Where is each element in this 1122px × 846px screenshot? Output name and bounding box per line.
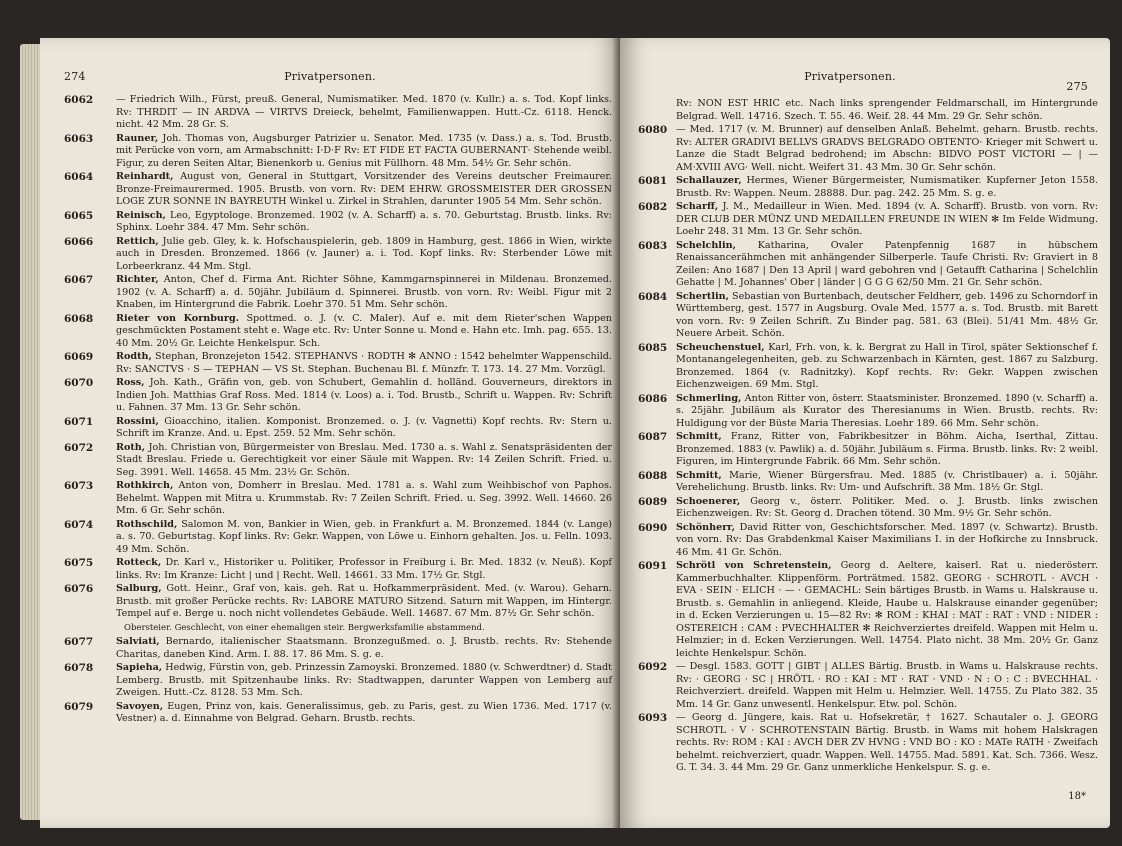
entry-text: — Med. 1717 (v. M. Brunner) auf denselben Anlaß. Behelmt. geharn. Brustb. rechts. Rv: ALTER GRADIVI BELLVS GRADVS BELGRADO OBTENTO· Krieger mit Schwert u. Lanze die Stadt Belgrad bedrohend; im Abschn: BIDVO POST VICTORI — | — AM·XVIII AVG· Well. nicht. Weifert 31. 43 Mm. 30 Gr. Sehr schön. [676,124,1098,173]
catalog-entry [64,557,612,582]
catalog-entry [64,133,612,171]
catalog-entry [64,636,612,661]
entry-name: Scharff, [676,201,719,212]
entry-text: Sebastian von Burtenbach, deutscher Feldherr, geb. 1496 zu Schorndorf in Württemberg, gest. 1577 in Augsburg. Ovale Med. 1577 a. s. Tod. Brustb. mit Barett von vorn. Rv: 9 Zeilen Schrift. Zu Binder pag. 581. 63 (Blei). 51/41 Mm. 48½ Gr. Neuere Arbeit. Schön. [676,290,1098,339]
page-number-left: 274 [64,70,86,83]
catalog-entry [64,94,612,132]
entry-number: 6089 [638,495,668,508]
entry-name: Savoyen, [116,700,164,712]
entry-text: August von, General in Stuttgart, Vorsitzender des Vereins deutscher Freimaurer. Bronze-Freimaurermed. 1905. Brustb. von vorn. Rv: DEM EHRW. GROSSMEISTER DER GROSSEN LOGE ZUR SONNE IN BAYREUTH Winkel u. Zirkel in Strahlen, darunter 1905 54 Mm. Sehr schön. [116,171,612,207]
entry-text: Leo, Egyptologe. Bronzemed. 1902 (v. A. Scharff) a. s. 70. Geburtstag. Brustb. links. Rv: Sphinx. Loehr 384. 47 Mm. Sehr schön. [116,209,612,233]
open-book [20,38,1110,828]
entry-number: 6078 [64,662,94,674]
entry-text: Gioacchino, italien. Komponist. Bronzemed. o. J. (v. Vagnetti) Kopf rechts. Rv: Stern u. Schrift im Kranze. And. u. Epst. 259. 52 Mm. Sehr schön. [116,415,612,439]
entry-number: 6081 [638,175,668,187]
entry-text: Joh. Thomas von, Augsburger Patrizier u. Senator. Med. 1735 (v. Dass.) a. s. Tod. Brustb. mit Perücke von vorn, am Armabschnitt: I·D·F Rv: ET FIDE ET FACTA GUBERNANT· Stehende weibl. Figur, zu deren Seiten Altar, Bienenkorb u. Genius mit Füllhorn. 48 Mm. 54½ Gr. Sehr schön. [116,132,612,169]
entry-text: Spottmed. o. J. (v. C. Maler). Auf e. mit dem Rieter'schen Wappen geschmückten Postament steht e. Wage etc. Rv: Unter Sonne u. Mond e. Hahn etc. Imh. pag. 655. 13. 40 Mm. 20½ Gr. Leichte Henkelspur. Sch. [116,312,612,349]
entry-number: 6068 [64,312,94,325]
entry-number: 6067 [64,274,94,286]
catalog-entry [638,175,1098,200]
catalog-entry [638,201,1098,239]
entry-number: 6084 [638,290,668,303]
catalog-entry [638,431,1098,469]
entry-text: Hermes, Wiener Bürgermeister, Numismatiker. Kupferner Jeton 1558. Brustb. Rv: Wappen. Neum. 28888. Dur. pag. 242. 25 Mm. S. g. e. [676,175,1098,199]
entry-number: 6076 [64,583,94,595]
catalog-entry [638,470,1098,495]
entry-name: Rossini, [116,415,159,427]
entry-text: Anton, Chef d. Firma Ant. Richter Söhne, Kammgarnspinnerei in Mildenau. Bronzemed. 1902 (v. A. Scharff) a. d. 50jähr. Jubiläum d. Spinnerei. Brustb. von vorn. Rv: Weibl. Figur mit 2 Knaben, im Hintergrund die Fabrik. Loehr 370. 51 Mm. Sehr schön. [116,274,612,310]
entry-number: 6085 [638,341,668,354]
footnote: Obersteier. Geschlecht, von einer ehemaligen steir. Bergwerksfamilie abstammend. [124,622,485,633]
right-page [620,38,1110,828]
entry-name: Schelchlin, [676,239,736,251]
catalog-entry [638,560,1098,660]
entry-text: Julie geb. Gley, k. k. Hofschauspielerin, geb. 1809 in Hamburg, gest. 1866 in Wien, wirkte auch in Dresden. Bronzemed. 1866 (v. Jauner) a. i. Tod. Kopf links. Rv: Sterbender Löwe mit Lorbeerkranz. 44 Mm. Stgl. [116,235,612,272]
entry-text: Hedwig, Fürstin von, geb. Prinzessin Zamoyski. Bronzemed. 1880 (v. Schwerdtner) d. Stadt Lemberg. Brustb. mit Spitzenhaube links. Rv: Stadtwappen, darunter Wappen von Lemberg auf Zweigen. Hutt.-Cz. 8128. 53 Mm. Sch. [116,662,613,698]
entry-name: Richter, [116,274,159,285]
entry-name: Rothschild, [116,518,178,530]
entry-text: Georg v., österr. Politiker. Med. o. J. Brustb. links zwischen Eichenzweigen. Rv: St. Georg d. Drachen tötend. 30 Mm. 9½ Gr. Sehr schön. [676,495,1098,519]
catalog-entry [64,583,612,621]
entry-name: Sapieha, [116,662,163,673]
entry-name: Schönherr, [676,521,735,533]
entry-number: 6079 [64,700,94,713]
entry-name: Rettich, [116,235,159,247]
entry-number: 6062 [64,94,94,106]
entry-text: Franz, Ritter von, Fabrikbesitzer in Böhm. Aicha, Iserthal, Zittau. Bronzemed. 1883 (v. Pawlik) a. d. 50jähr. Jubiläum s. Firma. Brustb. links. Rv: 2 weibl. Figuren, im Hintergrunde Fabrik. 66 Mm. Sehr schön. [676,431,1098,467]
entry-name: Reinisch, [116,209,166,221]
catalog-entry [638,496,1098,521]
continued-entry-text: Rv: NON EST HRIC etc. Nach links sprengender Feldmarschall, im Hintergrunde Belgrad. Well. 14716. Szech. T. 55. 46. Weif. 28. 44 Mm. 29 Gr. Sehr schön. [676,98,1098,122]
entry-number: 6093 [638,712,668,724]
catalog-entry [64,171,612,209]
entry-number: 6074 [64,518,94,531]
entry-text: Joh. Christian von, Bürgermeister von Breslau. Med. 1730 a. s. Wahl z. Senatspräsidenten der Stadt Breslau. Friede u. Gerechtigkeit vor einer Säule mit Wappen. Rv: 14 Zeilen Schrift. Fried. u. Seg. 3991. Well. 14658. 45 Mm. 23½ Gr. Schön. [116,441,612,478]
catalog-entry [64,416,612,441]
entry-name: Schoenerer, [676,495,741,507]
entry-number: 6091 [638,560,668,572]
entry-name: Rotteck, [116,557,162,568]
entry-text: Karl, Frh. von, k. k. Bergrat zu Hall in Tirol, später Sektionschef f. Montanangelegenheiten, geb. zu Schwarzenbach in Kärnten, gest. 1867 zu Salzburg. Bronzemed. 1864 (v. Radnitzky). Kopf rechts. Rv: Gekr. Wappen zwischen Eichenzweigen. 69 Mm. Stgl. [676,341,1098,390]
entry-number: 6070 [64,377,94,389]
entry-number: 6086 [638,392,668,405]
entry-text: Katharina, Ovaler Patenpfennig 1687 in hübschem Renaissancerähmchen mit anhängender Silberperle. Taufe Christi. Rv: Graviert in 8 Zeilen: Ano 1687 | Den 13 April | ward gebohren vnd | Getaufft Catharina | Schelchlin Gehatte | M. Johannes' Ober | länder | G G G 62/50 Mm. 21 Gr. Sehr schön. [676,239,1098,288]
entry-name: Scheuchenstuel, [676,341,765,353]
entry-name: Schallauzer, [676,175,742,186]
entry-text: Stephan, Bronzejeton 1542. STEPHANVS · RODTH ✻ ANNO : 1542 behelmter Wappenschild. Rv: SANCTVS · S — TEPHAN — VS St. Stephan. Buchenau Bl. f. Münzfr. T. 173. 14. 27 Mm. Vorzügl. [116,351,612,375]
entry-text: Anton von, Domherr in Breslau. Med. 1781 a. s. Wahl zum Weihbischof von Paphos. Behelmt. Wappen mit Mitra u. Krummstab. Rv: 7 Zeilen Schrift. Fried. u. Seg. 3992. Well. 14660. 26 Mm. 6 Gr. Sehr schön. [116,480,612,516]
entry-number: 6072 [64,441,94,454]
catalog-entry [638,393,1098,431]
left-page [40,38,620,828]
entry-text: — Georg d. Jüngere, kais. Rat u. Hofsekretär, † 1627. Schautaler o. J. GEORG SCHROTL · V · SCHROTENSTAIN Bärtig. Brustb. in Wams mit hohem Halskragen rechts. Rv: ROM : KAI : AVCH DER ZV HVNG : VND BO : KO : MATe RATH · Zweifach behelmt. reichverziert, quadr. Wappen. Well. 14755. Mad. 5891. Kat. Sch. 7366. Wesz. G. T. 34. 3. 44 Mm. 29 Gr. Ganz unmerkliche Henkelspur. S. g. e. [676,712,1098,773]
catalog-entry [64,351,612,376]
entry-text: Eugen, Prinz von, kais. Generalissimus, geb. zu Paris, gest. zu Wien 1736. Med. 1717 (v. Vestner) a. d. Einnahme von Belgrad. Geharn. Brustb. rechts. [116,700,612,724]
entry-name: Rothkirch, [116,480,174,491]
catalog-entry [64,210,612,235]
entry-name: Salburg, [116,583,162,594]
entry-number: 6066 [64,235,94,248]
entry-name: Reinhardt, [116,171,174,182]
catalog-entry [638,291,1098,341]
catalog-entry [64,480,612,518]
entry-number: 6077 [64,636,94,648]
catalog-entry [64,701,612,726]
catalog-entry [64,442,612,480]
entry-name: Rodth, [116,351,152,362]
entry-number: 6080 [638,124,668,136]
page-edges [20,44,42,820]
catalog-entry [64,519,612,557]
entry-name: Salviati, [116,636,160,647]
entry-text: Bernardo, italienischer Staatsmann. Bronzegußmed. o. J. Brustb. rechts. Rv: Stehende Charitas, daneben Kind. Arm. I. 88. 17. 86 Mm. S. g. e. [116,636,612,660]
catalog-entries-left [64,94,612,727]
entry-text: Gott. Heinr., Graf von, kais. geh. Rat u. Hofkammerpräsident. Med. (v. Warou). Geharn. Brustb. mit großer Perücke rechts. Rv: LABORE MATURO Sitzend. Saturn mit Wappen, im Hintergr. Tempel auf e. Berge u. noch nicht vollendetes Gebäude. Well. 14687. 67 Mm. 87½ Gr. Sehr schön. [116,583,612,619]
entry-number: 6082 [638,201,668,213]
catalog-entry [64,236,612,274]
entry-text: — Friedrich Wilh., Fürst, preuß. General, Numismatiker. Med. 1870 (v. Kullr.) a. s. Tod. Kopf links. Rv: THRDIT — IN ARDVA — VIRTVS Dreieck, behelmt, Familienwappen. Hutt.-Cz. 6118. Henck. nicht. 42 Mm. 28 Gr. S. [116,94,612,130]
entry-name: Roth, [116,441,146,453]
catalog-entry [638,124,1098,174]
catalog-entries-right [638,98,1098,776]
catalog-entry [638,342,1098,392]
entry-text: J. M., Medailleur in Wien. Med. 1894 (v. A. Scharff). Brustb. von vorn. Rv: DER CLUB DER MÜNZ UND MEDAILLEN FREUNDE IN WIEN ✻ Im Felde Widmung. Loehr 248. 31 Mm. 13 Gr. Sehr schön. [676,201,1098,237]
entry-name: Rauner, [116,132,159,144]
entry-number: 6071 [64,415,94,428]
signature-mark: 18* [1068,791,1086,802]
entry-number: 6083 [638,239,668,252]
entry-text: Joh. Kath., Gräfin von, geb. von Schubert, Gemahlin d. holländ. Gouverneurs, direktors in Indien Joh. Matthias Graf Ross. Med. 1814 (v. Loos) a. i. Tod. Brustb., Schrift u. Wappen. Rv: Schrift u. Fahnen. 37 Mm. 13 Gr. Sehr schön. [116,377,612,413]
catalog-entry [638,712,1098,775]
entry-number: 6090 [638,521,668,534]
running-header-right: Privatpersonen. [804,70,896,83]
entry-number: 6063 [64,132,94,145]
entry-number: 6087 [638,431,668,443]
catalog-entry [64,313,612,351]
entry-number: 6065 [64,209,94,222]
entry-text: Georg d. Aeltere, kaiserl. Rat u. niederösterr. Kammerbuchhalter. Klippenförm. Porträtmed. 1582. GEORG · SCHROTL · AVCH · EVA · SEIN · ELICH · — · GEMACHL: Sein bärtiges Brustb. in Wams u. Halskrause u. Brustb. s. Gemahlin in anliegend. Kleide, Haube u. Halskrause einander gegenüber; in d. Ecken Verzierungen u. 15—82 Rv: ✻ ROM : KHAI : MAT : RAT : VND : NIDER : OSTEREICH : CAM : PVECHHALTER ✻ Reichverziertes dreifeld. Wappen mit Helm u. Helmzier; in d. Ecken Verzierungen. Well. 14754. Plato nicht. 38 Mm. 20½ Gr. Ganz leichte Henkelspur. Schön. [676,560,1098,659]
entry-text: David Ritter von, Geschichtsforscher. Med. 1897 (v. Schwartz). Brustb. von vorn. Rv: Das Grabdenkmal Kaiser Maximilians I. in der Hofkirche zu Innsbruck. 46 Mm. 41 Gr. Schön. [676,521,1098,558]
entry-name: Schrötl von Schretenstein, [676,560,832,571]
entry-name: Rieter von Kornburg. [116,312,240,324]
catalog-entry [638,661,1098,711]
page-number-right: 275 [1066,80,1088,93]
entry-text: Anton Ritter von, österr. Staatsminister. Bronzemed. 1890 (v. Scharff) a. s. 25jähr. Jubiläum als Kurator des Theresianums in Wien. Brustb. rechts. Rv: Huldigung vor der Büste Maria Theresias. Loehr 189. 66 Mm. Sehr schön. [676,392,1098,429]
entry-number: 6064 [64,171,94,183]
entry-name: Schmitt, [676,469,722,481]
entry-number: 6075 [64,557,94,569]
entry-name: Schmerling, [676,392,742,404]
catalog-entry [638,240,1098,290]
entry-text: — Desgl. 1583. GOTT | GIBT | ALLES Bärtig. Brustb. in Wams u. Halskrause rechts. Rv: · GEORG · SC | HRÖTL · RO : KAI : MT · RAT · VND · N : O : C : BVECHHAL · Reichverziert. dreifeld. Wappen mit Helm u. Helmzier. Well. 14755. Zu Plato 382. 35 Mm. 14 Gr. Ganz unwesentl. Henkelspur. Etw. pol. Schön. [676,661,1098,710]
entry-text: Salomon M. von, Bankier in Wien, geb. in Frankfurt a. M. Bronzemed. 1844 (v. Lange) a. s. 70. Geburtstag. Kopf links. Rv: Gekr. Wappen, von Löwe u. Einhorn gehalten. Jos. u. Felln. 1093. 49 Mm. Schön. [116,518,612,555]
entry-name: Schmitt, [676,431,722,442]
entry-number: 6092 [638,661,668,673]
entry-text: Marie, Wiener Bürgersfrau. Med. 1885 (v. Christlbauer) a. i. 50jähr. Verehelichung. Brustb. links. Rv: Um- und Aufschrift. 38 Mm. 18½ Gr. Stgl. [676,469,1098,493]
entry-name: Ross, [116,377,145,388]
catalog-entry [64,274,612,312]
entry-name: Schertlin, [676,290,729,302]
entry-number: 6069 [64,351,94,363]
catalog-entry [64,377,612,415]
entry-number: 6088 [638,469,668,482]
entry-text: Dr. Karl v., Historiker u. Politiker, Professor in Freiburg i. Br. Med. 1832 (v. Neuß). Kopf links. Rv: Im Kranze: Licht | und | Recht. Well. 14661. 33 Mm. 17½ Gr. Stgl. [116,557,612,581]
running-header-left: Privatpersonen. [284,70,376,83]
catalog-entry [638,522,1098,560]
entry-number: 6073 [64,480,94,492]
catalog-entry [64,662,612,700]
